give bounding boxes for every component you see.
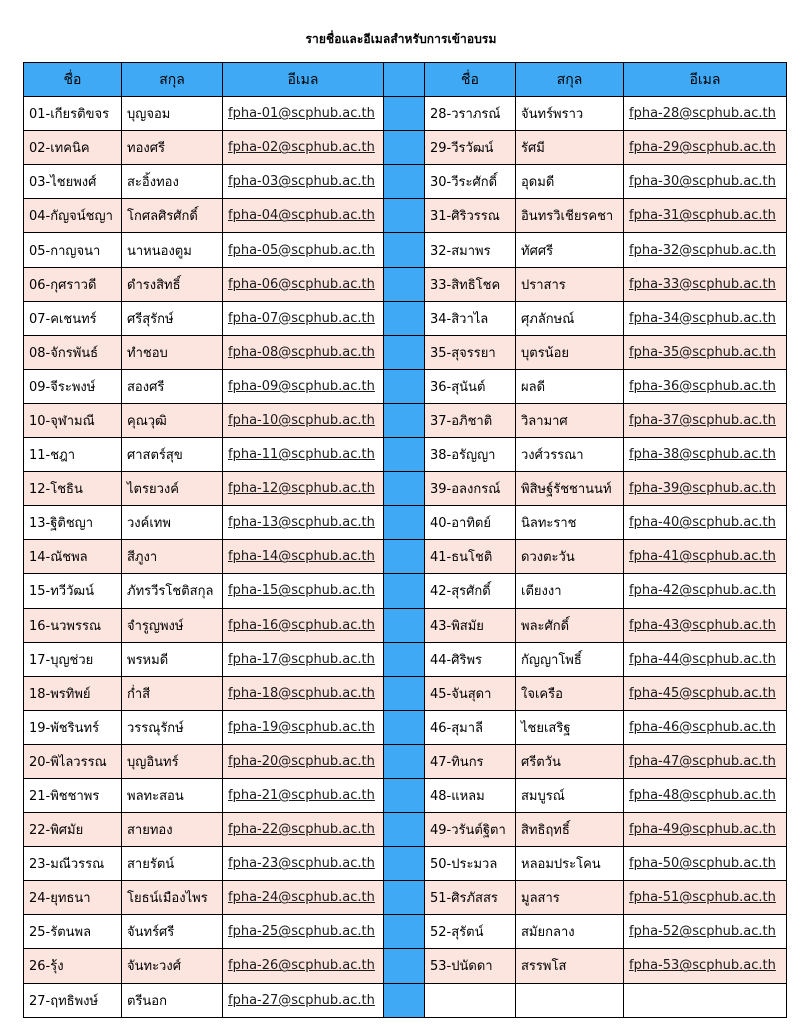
header-name-right: ชื่อ	[425, 63, 516, 97]
name-cell: 35-สุจรรยา	[425, 335, 516, 369]
surname-cell: รัศมี	[516, 131, 624, 165]
column-spacer	[384, 506, 425, 540]
name-cell: 04-กัญจน์ชญา	[24, 199, 122, 233]
email-link[interactable]: fpha-24@scphub.ac.th	[228, 890, 375, 906]
surname-cell: กัญญาโพธิ์	[516, 642, 624, 676]
name-cell: 30-วีระศักดิ์	[425, 165, 516, 199]
name-cell: 09-จีระพงษ์	[24, 369, 122, 403]
email-link[interactable]: fpha-05@scphub.ac.th	[228, 242, 375, 258]
column-spacer	[384, 813, 425, 847]
email-link[interactable]: fpha-23@scphub.ac.th	[228, 856, 375, 872]
email-link[interactable]: fpha-42@scphub.ac.th	[629, 583, 776, 599]
email-cell	[624, 710, 787, 744]
column-spacer	[384, 983, 425, 1017]
surname-cell: ทำชอบ	[122, 335, 223, 369]
email-link[interactable]: fpha-44@scphub.ac.th	[629, 651, 776, 667]
table-row	[24, 233, 787, 267]
surname-cell: ปราสาร	[516, 267, 624, 301]
header-surname-right: สกุล	[516, 63, 624, 97]
surname-cell: พรหมดี	[122, 642, 223, 676]
name-cell: 02-เทคนิค	[24, 131, 122, 165]
table-row	[24, 915, 787, 949]
column-spacer	[384, 676, 425, 710]
email-link[interactable]: fpha-38@scphub.ac.th	[629, 447, 776, 463]
table-row	[24, 608, 787, 642]
email-cell	[223, 233, 384, 267]
surname-cell: สีภูงา	[122, 540, 223, 574]
surname-cell: พละศักดิ์	[516, 608, 624, 642]
column-spacer	[384, 165, 425, 199]
surname-cell: หลอมประโคน	[516, 847, 624, 881]
column-spacer	[384, 915, 425, 949]
header-email-left: อีเมล	[223, 63, 384, 97]
name-cell: 48-แหลม	[425, 778, 516, 812]
table-row	[24, 131, 787, 165]
surname-cell: ศรีสุรักษ์	[122, 301, 223, 335]
email-link[interactable]: fpha-41@scphub.ac.th	[629, 549, 776, 565]
column-spacer	[384, 949, 425, 983]
email-cell	[624, 506, 787, 540]
name-cell: 32-สมาพร	[425, 233, 516, 267]
column-spacer	[384, 438, 425, 472]
column-spacer	[384, 608, 425, 642]
email-link[interactable]: fpha-06@scphub.ac.th	[228, 276, 375, 292]
email-link[interactable]: fpha-15@scphub.ac.th	[228, 583, 375, 599]
name-cell: 51-ศิรภัสสร	[425, 881, 516, 915]
surname-cell: ใจเครือ	[516, 676, 624, 710]
email-link[interactable]: fpha-17@scphub.ac.th	[228, 651, 375, 667]
surname-cell: ทองศรี	[122, 131, 223, 165]
roster-table	[23, 62, 787, 1018]
email-cell	[624, 540, 787, 574]
email-link[interactable]: fpha-21@scphub.ac.th	[228, 788, 375, 804]
email-cell	[223, 131, 384, 165]
surname-cell: สะอิ้งทอง	[122, 165, 223, 199]
table-row	[24, 438, 787, 472]
column-spacer	[384, 472, 425, 506]
email-cell	[223, 983, 384, 1017]
email-link[interactable]: fpha-01@scphub.ac.th	[228, 106, 375, 122]
header-email-right: อีเมล	[624, 63, 787, 97]
name-cell: 52-สุรัตน์	[425, 915, 516, 949]
email-link[interactable]: fpha-14@scphub.ac.th	[228, 549, 375, 565]
surname-cell: ก่ำสี	[122, 676, 223, 710]
surname-cell: วงค์เทพ	[122, 506, 223, 540]
column-spacer	[384, 778, 425, 812]
surname-cell: ดวงตะวัน	[516, 540, 624, 574]
surname-cell: จันทร์พราว	[516, 97, 624, 131]
email-link[interactable]: fpha-18@scphub.ac.th	[228, 685, 375, 701]
surname-cell: นาหนองตูม	[122, 233, 223, 267]
surname-cell: โกศลศิรศักดิ์	[122, 199, 223, 233]
surname-cell: วงศ์วรรณา	[516, 438, 624, 472]
name-cell: 50-ประมวล	[425, 847, 516, 881]
email-cell	[223, 915, 384, 949]
table-row	[24, 847, 787, 881]
name-cell: 11-ชฎา	[24, 438, 122, 472]
email-cell	[624, 438, 787, 472]
email-cell	[624, 915, 787, 949]
email-link[interactable]: fpha-48@scphub.ac.th	[629, 788, 776, 804]
email-link[interactable]: fpha-50@scphub.ac.th	[629, 856, 776, 872]
table-row	[24, 710, 787, 744]
name-cell: 40-อาทิตย์	[425, 506, 516, 540]
column-spacer	[384, 335, 425, 369]
table-row	[24, 540, 787, 574]
surname-cell: นิลทะราช	[516, 506, 624, 540]
surname-cell: ภัทรวีรโชติสกุล	[122, 574, 223, 608]
email-cell	[223, 813, 384, 847]
name-cell: 47-ทินกร	[425, 744, 516, 778]
surname-cell: บุตรน้อย	[516, 335, 624, 369]
surname-cell: ศาสตร์สุข	[122, 438, 223, 472]
column-spacer	[384, 301, 425, 335]
surname-cell: พลทะสอน	[122, 778, 223, 812]
table-row	[24, 335, 787, 369]
header-surname-left: สกุล	[122, 63, 223, 97]
name-cell: 25-รัตนพล	[24, 915, 122, 949]
email-link[interactable]: fpha-45@scphub.ac.th	[629, 685, 776, 701]
surname-cell: อินทรวิเชียรคชา	[516, 199, 624, 233]
column-spacer	[384, 710, 425, 744]
name-cell: 07-คเชนทร์	[24, 301, 122, 335]
name-cell: 28-วราภรณ์	[425, 97, 516, 131]
name-cell: 49-วรันต์ฐิตา	[425, 813, 516, 847]
email-cell	[223, 847, 384, 881]
surname-cell: ดำรงสิทธิ์	[122, 267, 223, 301]
name-cell: 17-บุญช่วย	[24, 642, 122, 676]
email-cell	[624, 847, 787, 881]
table-row	[24, 199, 787, 233]
table-row	[24, 949, 787, 983]
surname-cell: บุญจอม	[122, 97, 223, 131]
name-cell: 31-ศิริวรรณ	[425, 199, 516, 233]
email-link[interactable]: fpha-32@scphub.ac.th	[629, 242, 776, 258]
surname-cell: บุญอินทร์	[122, 744, 223, 778]
name-cell: 18-พรทิพย์	[24, 676, 122, 710]
email-link[interactable]: fpha-09@scphub.ac.th	[228, 378, 375, 394]
header-row	[24, 63, 787, 97]
email-link[interactable]: fpha-31@scphub.ac.th	[629, 208, 776, 224]
email-link[interactable]: fpha-08@scphub.ac.th	[228, 344, 375, 360]
email-link[interactable]: fpha-10@scphub.ac.th	[228, 412, 375, 428]
column-spacer	[384, 267, 425, 301]
table-row	[24, 642, 787, 676]
email-cell	[624, 301, 787, 335]
email-link[interactable]: fpha-28@scphub.ac.th	[629, 106, 776, 122]
name-cell: 29-วีรวัฒน์	[425, 131, 516, 165]
column-spacer	[384, 63, 425, 97]
name-cell: 20-พิไลวรรณ	[24, 744, 122, 778]
email-link[interactable]: fpha-22@scphub.ac.th	[228, 822, 375, 838]
email-link[interactable]: fpha-03@scphub.ac.th	[228, 174, 375, 190]
surname-cell: คุณวุฒิ	[122, 403, 223, 437]
email-cell	[624, 267, 787, 301]
email-cell	[624, 813, 787, 847]
surname-cell: สองศรี	[122, 369, 223, 403]
name-cell: 42-สุรศักดิ์	[425, 574, 516, 608]
header-name-left: ชื่อ	[24, 63, 122, 97]
email-link[interactable]: fpha-34@scphub.ac.th	[629, 310, 776, 326]
email-cell	[624, 744, 787, 778]
email-cell	[624, 778, 787, 812]
surname-cell: จันทะวงศ์	[122, 949, 223, 983]
column-spacer	[384, 199, 425, 233]
email-cell	[624, 335, 787, 369]
empty-cell	[516, 983, 624, 1017]
email-cell	[624, 676, 787, 710]
email-cell	[223, 949, 384, 983]
name-cell: 27-ฤทธิพงษ์	[24, 983, 122, 1017]
surname-cell: จันทร์ศรี	[122, 915, 223, 949]
email-link[interactable]: fpha-26@scphub.ac.th	[228, 958, 375, 974]
email-cell	[223, 710, 384, 744]
name-cell: 06-กุศราวดี	[24, 267, 122, 301]
table-row	[24, 506, 787, 540]
table-row	[24, 165, 787, 199]
name-cell: 14-ณัชพล	[24, 540, 122, 574]
table-row	[24, 813, 787, 847]
column-spacer	[384, 97, 425, 131]
email-link[interactable]: fpha-52@scphub.ac.th	[629, 924, 776, 940]
table-row	[24, 574, 787, 608]
column-spacer	[384, 744, 425, 778]
name-cell: 33-สิทธิโชค	[425, 267, 516, 301]
name-cell: 12-โชธิน	[24, 472, 122, 506]
email-cell	[223, 608, 384, 642]
column-spacer	[384, 642, 425, 676]
email-link[interactable]: fpha-25@scphub.ac.th	[228, 924, 375, 940]
email-link[interactable]: fpha-19@scphub.ac.th	[228, 719, 375, 735]
surname-cell: สายทอง	[122, 813, 223, 847]
name-cell: 05-กาญจนา	[24, 233, 122, 267]
surname-cell: ตรีนอก	[122, 983, 223, 1017]
surname-cell: สมบูรณ์	[516, 778, 624, 812]
email-cell	[223, 642, 384, 676]
name-cell: 10-จุฬามณี	[24, 403, 122, 437]
column-spacer	[384, 403, 425, 437]
email-link[interactable]: fpha-13@scphub.ac.th	[228, 515, 375, 531]
email-cell	[223, 199, 384, 233]
name-cell: 43-พิสมัย	[425, 608, 516, 642]
roster-body	[24, 97, 787, 1018]
column-spacer	[384, 574, 425, 608]
email-cell	[624, 949, 787, 983]
email-link[interactable]: fpha-43@scphub.ac.th	[629, 617, 776, 633]
email-cell	[223, 744, 384, 778]
name-cell: 46-สุมาลี	[425, 710, 516, 744]
email-cell	[624, 131, 787, 165]
email-cell	[223, 335, 384, 369]
name-cell: 36-สุนันต์	[425, 369, 516, 403]
email-link[interactable]: fpha-27@scphub.ac.th	[228, 992, 375, 1008]
email-cell	[223, 267, 384, 301]
name-cell: 08-จักรพันธ์	[24, 335, 122, 369]
table-row	[24, 676, 787, 710]
email-link[interactable]: fpha-16@scphub.ac.th	[228, 617, 375, 633]
column-spacer	[384, 131, 425, 165]
email-cell	[223, 881, 384, 915]
column-spacer	[384, 369, 425, 403]
table-row	[24, 97, 787, 131]
column-spacer	[384, 540, 425, 574]
name-cell: 37-อภิชาติ	[425, 403, 516, 437]
email-cell	[223, 97, 384, 131]
name-cell: 24-ยุทธนา	[24, 881, 122, 915]
email-link[interactable]: fpha-11@scphub.ac.th	[228, 447, 375, 463]
table-row	[24, 983, 787, 1017]
surname-cell: สรรพโส	[516, 949, 624, 983]
surname-cell: อุดมดี	[516, 165, 624, 199]
email-link[interactable]: fpha-02@scphub.ac.th	[228, 140, 375, 156]
email-cell	[624, 97, 787, 131]
name-cell: 19-พัชรินทร์	[24, 710, 122, 744]
email-link[interactable]: fpha-53@scphub.ac.th	[629, 958, 776, 974]
email-link[interactable]: fpha-07@scphub.ac.th	[228, 310, 375, 326]
surname-cell: ศรีตวัน	[516, 744, 624, 778]
email-cell	[223, 574, 384, 608]
email-cell	[223, 403, 384, 437]
empty-cell	[624, 983, 787, 1017]
surname-cell: ศุภลักษณ์	[516, 301, 624, 335]
email-link[interactable]: fpha-36@scphub.ac.th	[629, 378, 776, 394]
surname-cell: พิสิษฐ์รัชชานนท์	[516, 472, 624, 506]
name-cell: 23-มณีวรรณ	[24, 847, 122, 881]
email-cell	[624, 199, 787, 233]
name-cell: 01-เกียรติขจร	[24, 97, 122, 131]
name-cell: 13-ฐิติชญา	[24, 506, 122, 540]
name-cell: 44-ศิริพร	[425, 642, 516, 676]
name-cell: 45-จันสุดา	[425, 676, 516, 710]
surname-cell: โยธน์เมืองไพร	[122, 881, 223, 915]
email-cell	[223, 301, 384, 335]
email-link[interactable]: fpha-20@scphub.ac.th	[228, 753, 375, 769]
email-link[interactable]: fpha-39@scphub.ac.th	[629, 481, 776, 497]
surname-cell: มูลสาร	[516, 881, 624, 915]
column-spacer	[384, 233, 425, 267]
email-link[interactable]: fpha-46@scphub.ac.th	[629, 719, 776, 735]
email-cell	[223, 472, 384, 506]
email-cell	[624, 472, 787, 506]
surname-cell: สมัยกลาง	[516, 915, 624, 949]
email-link[interactable]: fpha-35@scphub.ac.th	[629, 344, 776, 360]
email-cell	[624, 881, 787, 915]
surname-cell: จำรูญพงษ์	[122, 608, 223, 642]
surname-cell: สายรัตน์	[122, 847, 223, 881]
name-cell: 39-อลงกรณ์	[425, 472, 516, 506]
table-row	[24, 881, 787, 915]
surname-cell: ทัศศรี	[516, 233, 624, 267]
table-row	[24, 403, 787, 437]
name-cell: 03-ไชยพงศ์	[24, 165, 122, 199]
email-cell	[624, 233, 787, 267]
empty-cell	[425, 983, 516, 1017]
email-cell	[223, 438, 384, 472]
email-cell	[624, 608, 787, 642]
name-cell: 21-พิชชาพร	[24, 778, 122, 812]
name-cell: 34-สิวาไล	[425, 301, 516, 335]
table-row	[24, 744, 787, 778]
table-row	[24, 778, 787, 812]
surname-cell: ไตรยวงค์	[122, 472, 223, 506]
name-cell: 22-พิศมัย	[24, 813, 122, 847]
email-link[interactable]: fpha-40@scphub.ac.th	[629, 515, 776, 531]
surname-cell: ผลดี	[516, 369, 624, 403]
surname-cell: วิลามาศ	[516, 403, 624, 437]
email-cell	[624, 574, 787, 608]
surname-cell: วรรณุรักษ์	[122, 710, 223, 744]
table-row	[24, 472, 787, 506]
page-title: รายชื่อและอีเมลสำหรับการเข้าอบรม	[305, 32, 497, 46]
name-cell: 41-ธนโชติ	[425, 540, 516, 574]
email-cell	[223, 165, 384, 199]
email-cell	[624, 403, 787, 437]
email-cell	[223, 369, 384, 403]
name-cell: 26-รุ้ง	[24, 949, 122, 983]
email-cell	[223, 506, 384, 540]
email-link[interactable]: fpha-33@scphub.ac.th	[629, 276, 776, 292]
table-row	[24, 301, 787, 335]
name-cell: 15-ทวีวัฒน์	[24, 574, 122, 608]
email-cell	[223, 540, 384, 574]
email-cell	[624, 165, 787, 199]
email-link[interactable]: fpha-51@scphub.ac.th	[629, 890, 776, 906]
email-cell	[624, 369, 787, 403]
name-cell: 38-อรัญญา	[425, 438, 516, 472]
surname-cell: ไชยเสริฐ	[516, 710, 624, 744]
name-cell: 16-นวพรรณ	[24, 608, 122, 642]
table-row	[24, 267, 787, 301]
surname-cell: เตียงงา	[516, 574, 624, 608]
email-link[interactable]: fpha-49@scphub.ac.th	[629, 822, 776, 838]
email-link[interactable]: fpha-30@scphub.ac.th	[629, 174, 776, 190]
email-link[interactable]: fpha-37@scphub.ac.th	[629, 412, 776, 428]
column-spacer	[384, 881, 425, 915]
email-cell	[624, 642, 787, 676]
email-link[interactable]: fpha-12@scphub.ac.th	[228, 481, 375, 497]
surname-cell: สิทธิฤทธิ์	[516, 813, 624, 847]
table-row	[24, 369, 787, 403]
name-cell: 53-ปนัดดา	[425, 949, 516, 983]
column-spacer	[384, 847, 425, 881]
email-cell	[223, 676, 384, 710]
email-cell	[223, 778, 384, 812]
email-link[interactable]: fpha-47@scphub.ac.th	[629, 753, 776, 769]
email-link[interactable]: fpha-29@scphub.ac.th	[629, 140, 776, 156]
email-link[interactable]: fpha-04@scphub.ac.th	[228, 208, 375, 224]
